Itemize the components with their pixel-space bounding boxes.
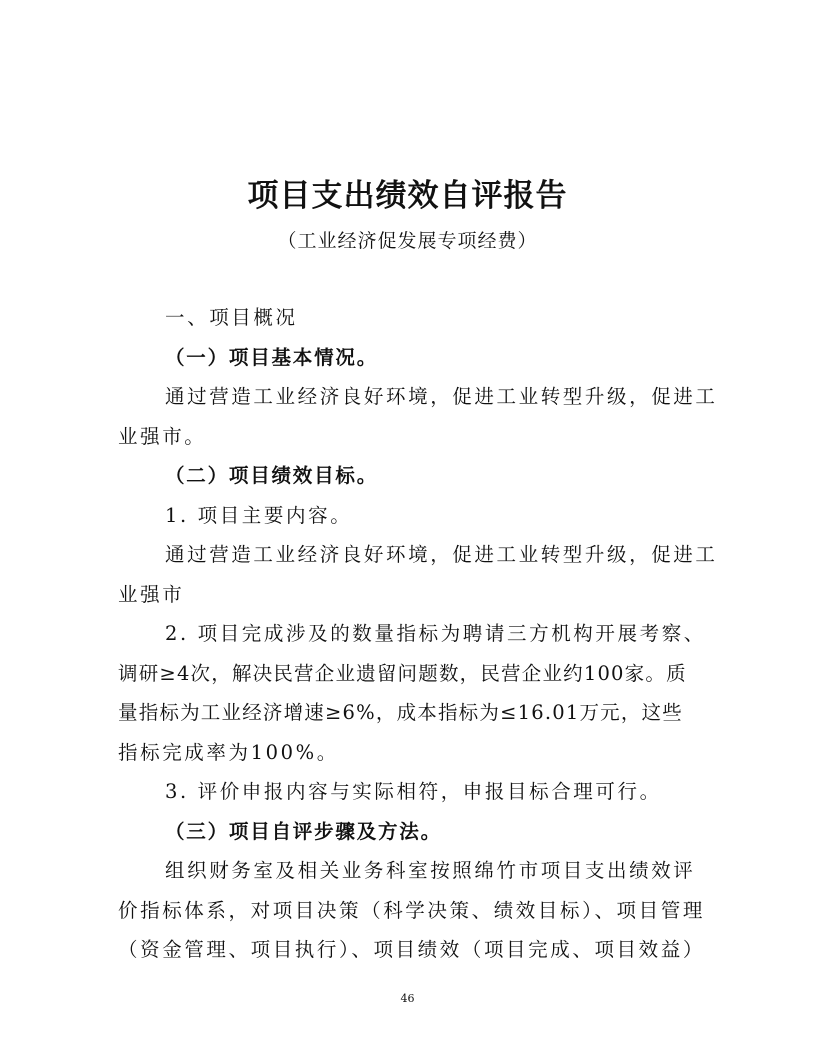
paragraph-line: 指标完成率为100%。 (118, 740, 339, 764)
paragraph-line: 组织财务室及相关业务科室按照绵竹市项目支出绩效评 (165, 859, 696, 882)
subsection-heading-evaluation-method: （三）项目自评步骤及方法。 (165, 819, 442, 843)
report-subtitle: （工业经济促发展专项经费） (277, 230, 538, 252)
paragraph-line: 量指标为工业经济增速≥6%，成本指标为≤16.01万元，这些 (118, 701, 683, 724)
numbered-item-1: 1. 项目主要内容。 (165, 503, 353, 527)
page-number: 46 (400, 992, 415, 1005)
paragraph-line: 业强市。 (118, 424, 207, 448)
paragraph-line: 调研≥4次，解决民营企业遗留问题数，民营企业约100家。质 (118, 661, 687, 685)
subsection-heading-performance-goals: （二）项目绩效目标。 (165, 464, 379, 487)
report-title: 项目支出绩效自评报告 (247, 178, 568, 214)
paragraph-line: 通过营造工业经济良好环境，促进工业转型升级，促进工 (165, 385, 718, 408)
paragraph-line: 通过营造工业经济良好环境，促进工业转型升级，促进工 (165, 543, 718, 566)
subsection-heading-basic-info: （一）项目基本情况。 (165, 345, 379, 369)
numbered-item-2: 2. 项目完成涉及的数量指标为聘请三方机构开展考察、 (165, 622, 706, 645)
paragraph-line: 价指标体系，对项目决策（科学决策、绩效目标）、项目管理 (118, 898, 705, 922)
numbered-item-3: 3. 评价申报内容与实际相符，申报目标合理可行。 (165, 780, 662, 803)
report-body (118, 298, 718, 970)
paragraph-line: （资金管理、项目执行）、项目绩效（项目完成、项目效益） (118, 938, 705, 961)
section-heading-overview: 一、项目概况 (165, 306, 298, 329)
paragraph-line: 业强市 (118, 582, 185, 606)
